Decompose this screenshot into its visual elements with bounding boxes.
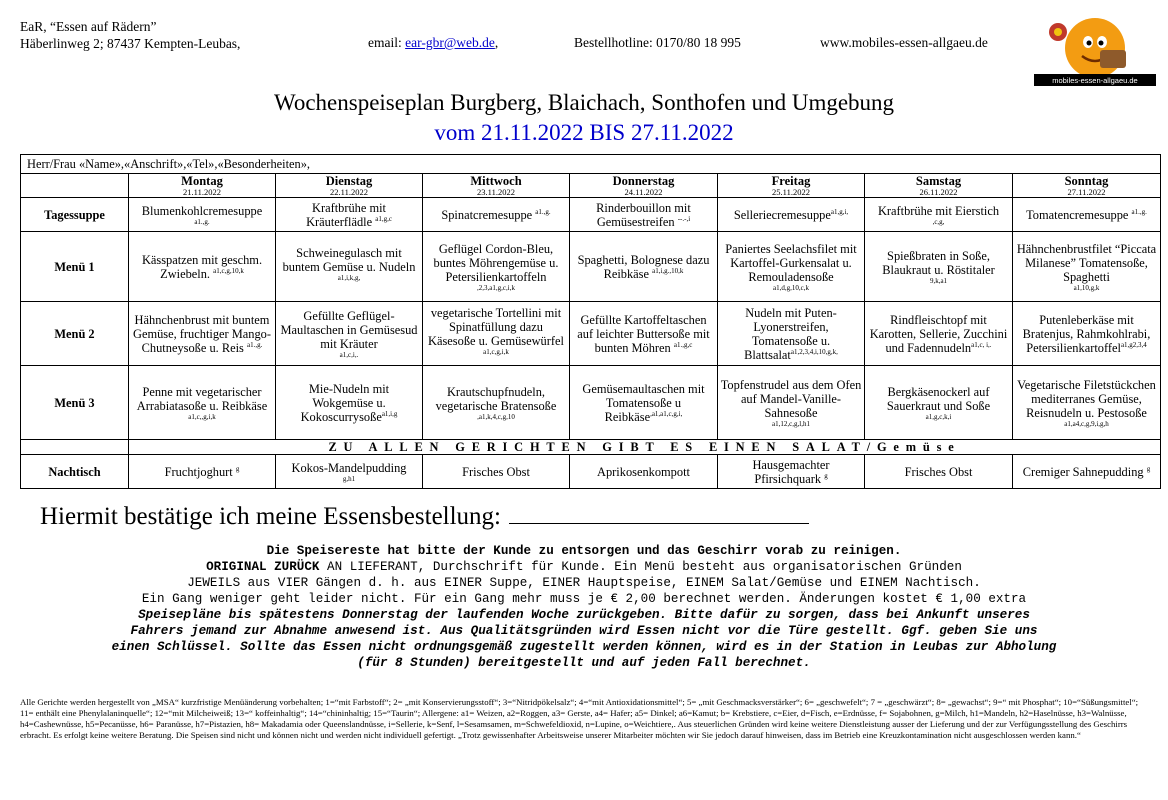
row-menu2	[21, 302, 1161, 366]
menu-cell: Spießbraten in Soße, Blaukraut u. Röstitaler 9,k,a1	[865, 232, 1013, 302]
logo-text: mobiles-essen-allgaeu.de	[1052, 76, 1138, 85]
menu-cell: Frisches Obst	[423, 455, 570, 489]
menu-cell: Kraftbrühe mit Eierstich ,c,g,	[865, 198, 1013, 232]
menu-cell: Gefüllte Kartoffeltaschen auf leichter Buttersoße mit bunten Möhren $^{a1.,g,c}$	[570, 302, 718, 366]
row-label: Menü 2	[21, 302, 129, 366]
order-notes: Die Speisereste hat bitte der Kunde zu entsorgen und das Geschirr vorab zu reinigen. ORIGINAL ZURÜCK AN LIEFERANT, Durchschrift für Kunde. Ein Menü besteht aus organisatorischen Gründen JEWEILS aus VIER Gängen d. h. aus EINER Suppe, EINER Hauptspeise, EINEM Salat/Gemüse und EINEM Nachtisch. Ein Gang weniger geht leider nicht. Für ein Gang mehr muss je € 2,00 berechnet werden. Änderungen kostet € 1,00 extra Speisepläne bis spätestens Donnerstag der laufenden Woche zurückgeben. Bitte dafür zu sorgen, dass bei Ankunft unseres Fahrers jemand zur Abnahme anwesend ist. Aus Qualitätsgründen wird Essen nicht vor die Türe gestellt. Ggf. geben Sie uns einen Schlüssel. Sollte das Essen nicht ordnungsgemäß zugestellt werden können, wird es in der Station in Leubas zur Abholung (für 8 Stunden) bereitgestellt und auf jeden Fall berechnet.	[111, 544, 1057, 670]
day-header: Montag 21.11.2022	[129, 174, 276, 198]
row-menu1	[21, 232, 1161, 302]
signature-line[interactable]	[509, 503, 809, 524]
menu-cell: Hausgemachter Pfirsichquark $^g$	[718, 455, 865, 489]
day-header: Sonntag 27.11.2022	[1013, 174, 1161, 198]
email-link[interactable]: ear-gbr@web.de	[405, 35, 495, 50]
email-block: email: ear-gbr@web.de,	[368, 35, 499, 50]
day-header: Mittwoch 23.11.2022	[423, 174, 570, 198]
salad-note: ZU ALLEN GERICHTEN GIBT ES EINEN SALAT/Gemüse	[129, 440, 1161, 455]
menu-cell: Tomatencremesuppe $^{a1.,g.}$	[1013, 198, 1161, 232]
menu-cell: Blumenkohlcremesuppe a1.,g.	[129, 198, 276, 232]
menu-cell: Gemüsemaultaschen mit Tomatensoße u Reibkäse$^{,a1,a1,c,g,i,}$	[570, 366, 718, 440]
hotline: Bestellhotline: 0170/80 18 995	[574, 35, 741, 50]
order-confirmation: Hiermit bestätige ich meine Essensbestellung:	[40, 503, 809, 531]
menu-cell: Schweinegulasch mit buntem Gemüse u. Nudeln $^{a1,i,k,g,}$	[276, 232, 423, 302]
menu-cell: Spinatcremesuppe $^{a1.,g.}$	[423, 198, 570, 232]
row-tagessuppe	[21, 198, 1161, 232]
menu-cell: Rinderbouillon mit Gemüsestreifen $^{--.-,i}$	[570, 198, 718, 232]
menu-cell: Mie-Nudeln mit Wokgemüse u. Kokoscurrysoße$^{a1,i,g}$	[276, 366, 423, 440]
menu-cell: Gefüllte Geflügel-Maultaschen in Gemüsesud mit Kräuter a1,c,i,.	[276, 302, 423, 366]
menu-cell: Rindfleischtopf mit Karotten, Sellerie, Zucchini und Fadennudeln$^{a1,c, i,.}$	[865, 302, 1013, 366]
menu-cell: Frisches Obst	[865, 455, 1013, 489]
row-menu3	[21, 366, 1161, 440]
row-label: Tagessuppe	[21, 198, 129, 232]
menu-cell: Nudeln mit Puten-Lyonerstreifen, Tomatensoße u. Blattsalat$^{a1,2,3,4,i,10,g,k,}$	[718, 302, 865, 366]
menu-cell: vegetarische Tortellini mit Spinatfüllung dazu Käsesoße u. Gemüsewürfel $^{a1,c,g,i,k}$	[423, 302, 570, 366]
row-label: Nachtisch	[21, 455, 129, 489]
menu-cell: Fruchtjoghurt $^g$	[129, 455, 276, 489]
menu-cell: Penne mit vegetarischer Arrabiatasoße u. Reibkäse a1,c,,g,i,k	[129, 366, 276, 440]
company-address	[20, 18, 240, 52]
menu-cell: Kraftbrühe mit Kräuterflädle $^{a1,g,c}$	[276, 198, 423, 232]
menu-cell: Kässpatzen mit geschm. Zwiebeln. $^{a1,c,g,10,k}$	[129, 232, 276, 302]
row-nachtisch	[21, 455, 1161, 489]
menu-table	[20, 154, 1161, 489]
allergen-footer: Alle Gerichte werden hergestellt von „MSA“ kurzfristige Menüänderung vorbehalten; 1=“mit Farbstoff“; 2= „mit Konservierungsstoff“; 3=“Nitridpökelsalz“; 4=“mit Antioxidationsmittel“; 5= „mit Geschmacksverstärker“; 6= „geschwefelt“; 7 = „geschwärzt“; 8= „gewachst“; 9=“ mit Phosphat“; 10=“Süßungsmittel“; 11= enthält eine Phenylalaninquelle“; 12=“mit Milcheiweiß; 13=“ koffeinhaltig“; 14=“chininhaltig; 15=“Taurin“; Allergene: a1= Weizen, a2=Roggen, a3= Gerste, a4= Hafer; a5= Dinkel; a6=Kamut; b= Krebstiere, c=Eier, d=Fisch, e=Erdnüsse, f= Sojabohnen, g=Milch, h1=Mandeln, h2=Haselnüsse, h3=Walnüsse, h4=Cashewnüsse, h5=Pecanüsse, h6= Paranüsse, h7=Pistazien, h8= Makadamia oder Queenslandnüsse, i=Sellerie, k=Senf, l=Sesamsamen, m=Schwefeldioxid, n=Lupine, o=Weichtiere,. Aus steuerlichen Gründen wird keine weitere Dienstleistung ausser der Lieferung und der zur Verfügungsstellung des Geschirrs erbracht. Es erfolgt keine weitere Beratung. Die Speisen sind nicht und können nicht und werden nicht individuell gefertigt. „Trotz gewissenhafter Arbeitsweise unserer Mitarbeiter möchten wir Sie jedoch darauf hinweisen, dass im Betrieb eine Kreuzkontamination nicht ausgeschlossen werden kann.“	[20, 697, 1139, 740]
menu-cell: Paniertes Seelachsfilet mit Kartoffel-Gurkensalat u. Remouladensoße a1,d,g,10,c,k	[718, 232, 865, 302]
customer-field[interactable]: Herr/Frau «Name»,«Anschrift»,«Tel»,«Besonderheiten»,	[21, 155, 1161, 174]
company-street: Häberlinweg 2; 87437 Kempten-Leubas,	[20, 36, 241, 51]
menu-cell: Spaghetti, Bolognese dazu Reibkäse $^{a1,i,g.,10,k}$	[570, 232, 718, 302]
menu-cell: Geflügel Cordon-Bleu, buntes Möhrengemüse u. Petersilienkartoffeln ,2,3,a1,g,c,i,k	[423, 232, 570, 302]
day-header: Donnerstag 24.11.2022	[570, 174, 718, 198]
date-range: vom 21.11.2022 BIS 27.11.2022	[434, 120, 734, 145]
menu-cell: Kokos-Mandelpudding g,h1	[276, 455, 423, 489]
menu-cell: Putenleberkäse mit Bratenjus, Rahmkohlrabi, Petersilienkartoffel$^{a1,g2,3,4}$	[1013, 302, 1161, 366]
page-title: Wochenspeiseplan Burgberg, Blaichach, Sonthofen und Umgebung	[273, 90, 895, 115]
day-header: Dienstag 22.11.2022	[276, 174, 423, 198]
company-name: EaR, “Essen auf Rädern”	[20, 19, 157, 34]
menu-cell: Selleriecremesuppe$^{a1,g,i,}$	[718, 198, 865, 232]
day-header-row	[21, 174, 1161, 198]
day-header: Samstag 26.11.2022	[865, 174, 1013, 198]
menu-cell: Krautschupfnudeln, vegetarische Bratensoße ,a1,k,4,c,g,10	[423, 366, 570, 440]
menu-cell: Topfenstrudel aus dem Ofen auf Mandel-Vanille-Sahnesoße a1,12,c,g,l,h1	[718, 366, 865, 440]
menu-cell: Vegetarische Filetstückchen mediterranes Gemüse, Reisnudeln u. Pestosoße a1,a4,c,g,9,i,g,h	[1013, 366, 1161, 440]
day-header: Freitag 25.11.2022	[718, 174, 865, 198]
menu-cell: Hähnchenbrustfilet “Piccata Milanese” Tomatensoße, Spaghetti a1,10,g,k	[1013, 232, 1161, 302]
company-logo	[1030, 10, 1160, 90]
website[interactable]: www.mobiles-essen-allgaeu.de	[820, 35, 988, 50]
row-label: Menü 1	[21, 232, 129, 302]
row-label: Menü 3	[21, 366, 129, 440]
menu-cell: Bergkäsenockerl auf Sauerkraut und Soße a1,g,c,k,i	[865, 366, 1013, 440]
menu-cell: Hähnchenbrust mit buntem Gemüse, fruchtiger Mango-Chutneysoße u. Reis $^{a1.,g.}$	[129, 302, 276, 366]
menu-cell: Cremiger Sahnepudding $^g$	[1013, 455, 1161, 489]
menu-cell: Aprikosenkompott	[570, 455, 718, 489]
salad-row	[21, 440, 1161, 455]
